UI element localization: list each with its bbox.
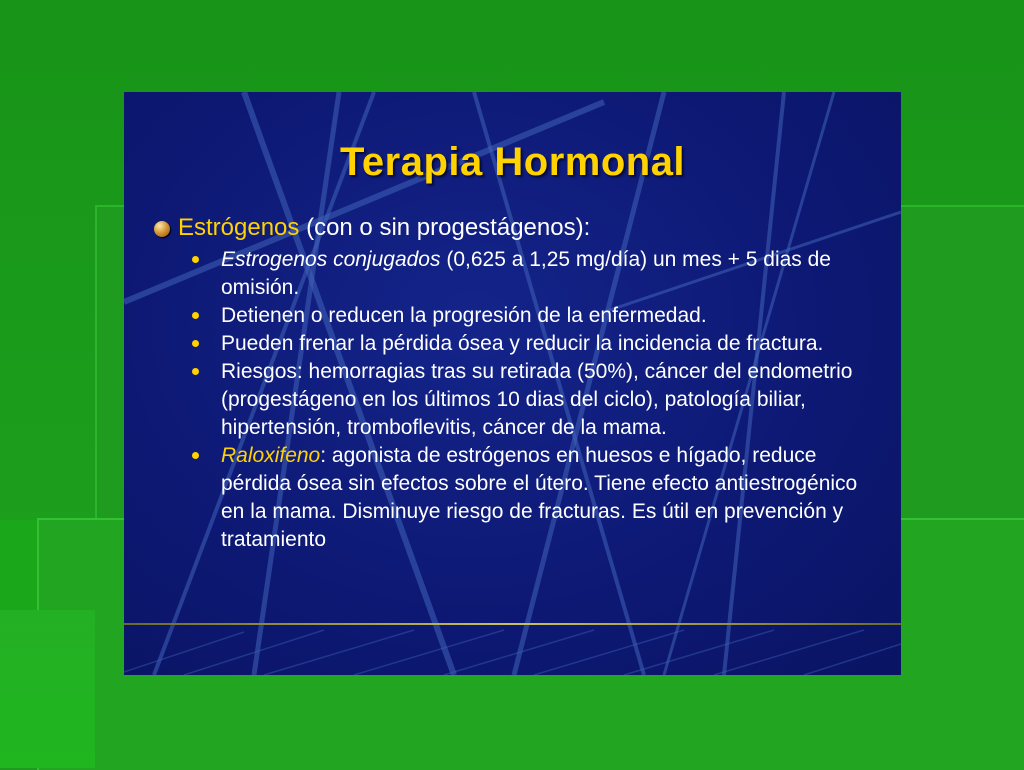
sub-bullet-item — [192, 302, 874, 330]
sub-bullet-rest: (0,625 a 1,25 mg/día) un mes + 5 dias de omisión. — [221, 248, 831, 299]
sub-bullet-item — [192, 358, 874, 442]
slide-title: Terapia Hormonal — [339, 140, 686, 184]
italic-term: Estrogenos conjugados — [221, 248, 441, 271]
sub-bullet-item — [192, 442, 874, 554]
main-bullet-text — [178, 212, 590, 244]
main-bullet-rest: (con o sin progestágenos): — [299, 214, 591, 241]
sub-bullet-list — [154, 246, 874, 554]
sub-bullet-text: Detienen o reducen la progresión de la enfermedad. — [221, 304, 707, 327]
sub-bullet-text: Riesgos: hemorragias tras su retirada (50%), cáncer del endometrio (progestágeno en los últimos 10 dias del ciclo), patología biliar, hipertensión, tromboflevitis, cáncer de la mama. — [221, 360, 853, 439]
sub-bullet-text — [221, 246, 861, 302]
dot-bullet-icon — [192, 368, 199, 375]
sphere-bullet-icon — [154, 221, 170, 237]
slide — [124, 92, 901, 675]
divider-rule — [124, 623, 901, 625]
main-bullet-item — [154, 212, 874, 244]
sub-bullet-rest: : agonista de estrógenos en huesos e hígado, reduce pérdida ósea sin efectos sobre el útero. Tiene efecto antiestrogénico en la mama. Disminuye riesgo de fracturas. Es útil en prevención y tratamiento — [221, 444, 858, 551]
dot-bullet-icon — [192, 452, 199, 459]
main-bullet-highlight: Estrógenos — [178, 214, 300, 241]
dot-bullet-icon — [192, 312, 199, 319]
sub-bullet-item — [192, 246, 874, 302]
dot-bullet-icon — [192, 256, 199, 263]
sub-bullet-text: Pueden frenar la pérdida ósea y reducir la incidencia de fractura. — [221, 332, 824, 355]
sub-bullet-text — [221, 442, 861, 554]
italic-highlight-term: Raloxifeno — [221, 444, 321, 467]
main-bullet-list — [154, 212, 874, 554]
background-strip-lower — [0, 610, 95, 768]
dot-bullet-icon — [192, 340, 199, 347]
sub-bullet-item — [192, 330, 874, 358]
